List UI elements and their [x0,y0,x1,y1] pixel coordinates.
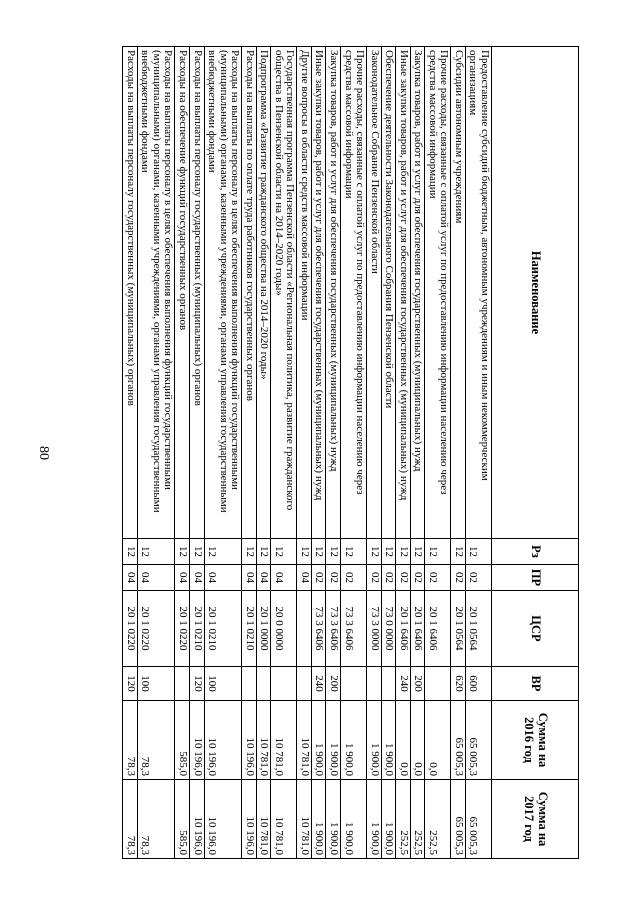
cell-name: Закупка товаров, работ и услуг для обеспечения государственных (муниципальных) нужд [326,47,341,539]
cell-vr [297,667,312,701]
cell-vr: 100 [137,667,175,701]
cell-sum-2016: 10 196,0 [204,701,242,780]
header-pr: ПР [492,565,579,591]
cell-sum-2017: 252,5 [410,780,425,859]
cell-sum-2016: 0,0 [410,701,425,780]
cell-rz: 12 [465,539,491,565]
cell-rz: 12 [367,539,382,565]
table-row [451,47,466,859]
cell-name: Законодательное Собрание Пензенской области [367,47,382,539]
table-row [367,47,382,859]
cell-name: Прочие расходы, связанные с оплатой услуг по предоставлению информации населению через средства массовой информации [425,47,451,539]
cell-pr: 02 [367,565,382,591]
cell-rz: 12 [204,539,242,565]
cell-name: Подпрограмма «Развитие гражданского общества на 2014–2020 годы» [256,47,271,539]
cell-sum-2017: 1 900,0 [326,780,341,859]
cell-pr: 02 [465,565,491,591]
cell-pr: 04 [204,565,242,591]
cell-csr: 20 1 0210 [204,591,242,667]
cell-sum-2017: 65 005,3 [451,780,466,859]
header-vr: ВР [492,667,579,701]
cell-vr [340,667,366,701]
cell-vr [256,667,271,701]
cell-vr: 240 [396,667,411,701]
cell-sum-2017: 10 196,0 [242,780,257,859]
cell-sum-2016: 10 781,0 [271,701,297,780]
cell-name: Обеспечение деятельности Законодательного Собрания Пензенской области [381,47,396,539]
table-row [175,47,190,859]
cell-name: Иные закупки товаров, работ и услуг для обеспечения государственных (муниципальных) нужд [311,47,326,539]
cell-vr: 200 [326,667,341,701]
cell-rz: 12 [189,539,204,565]
cell-pr: 02 [451,565,466,591]
cell-sum-2016: 1 900,0 [311,701,326,780]
cell-rz: 12 [425,539,451,565]
cell-name: Субсидии автономным учреждениям [451,47,466,539]
cell-csr: 20 1 0220 [123,591,138,667]
cell-sum-2016: 78,3 [137,701,175,780]
cell-sum-2016: 10 196,0 [189,701,204,780]
cell-rz: 12 [175,539,190,565]
table-row [271,47,297,859]
cell-name: Расходы на обеспечение функций государственных органов [175,47,190,539]
table-row [340,47,366,859]
cell-pr: 02 [410,565,425,591]
cell-sum-2016: 585,0 [175,701,190,780]
cell-csr: 73 3 6406 [340,591,366,667]
cell-name: Другие вопросы в области средств массовой информации [297,47,312,539]
cell-vr: 100 [204,667,242,701]
cell-sum-2016: 10 781,0 [297,701,312,780]
cell-csr: 20 1 6406 [425,591,451,667]
table-row [242,47,257,859]
cell-vr: 600 [465,667,491,701]
cell-vr [175,667,190,701]
cell-csr: 73 3 6406 [311,591,326,667]
cell-sum-2017: 10 196,0 [189,780,204,859]
cell-sum-2016: 10 196,0 [242,701,257,780]
cell-sum-2017: 1 900,0 [367,780,382,859]
cell-csr: 20 1 0564 [465,591,491,667]
cell-pr: 04 [189,565,204,591]
cell-sum-2017: 10 781,0 [271,780,297,859]
cell-pr: 04 [297,565,312,591]
cell-sum-2017: 65 005,3 [465,780,491,859]
table-row [189,47,204,859]
cell-vr: 120 [123,667,138,701]
cell-pr: 02 [340,565,366,591]
rotated-page [74,46,579,858]
cell-vr [242,667,257,701]
page-number: 80 [36,446,51,460]
table-row [410,47,425,859]
cell-rz: 12 [123,539,138,565]
cell-name: Расходы на выплаты персоналу в целях обеспечения выполнения функций государственными (муниципальными) органами, казенными учреждениями, органами управления государственными внебюджетными фондами [137,47,175,539]
cell-vr [425,667,451,701]
cell-name: Иные закупки товаров, работ и услуг для обеспечения государственных (муниципальных) нужд [396,47,411,539]
cell-rz: 12 [271,539,297,565]
cell-sum-2017: 252,5 [396,780,411,859]
cell-pr: 02 [396,565,411,591]
cell-pr: 04 [175,565,190,591]
cell-sum-2017: 1 900,0 [311,780,326,859]
cell-pr: 04 [256,565,271,591]
header-name: Наименование [492,47,579,539]
cell-sum-2017: 10 781,0 [297,780,312,859]
table-header-row [492,47,579,859]
table-row [311,47,326,859]
cell-pr: 04 [123,565,138,591]
cell-sum-2017: 1 900,0 [381,780,396,859]
cell-pr: 02 [425,565,451,591]
cell-sum-2017: 1 900,0 [340,780,366,859]
cell-name: Государственная программа Пензенской области «Региональная политика, развитие гражданского общества в Пензенской области на 2014–2020 годы» [271,47,297,539]
cell-csr: 20 0 0000 [271,591,297,667]
cell-sum-2017: 78,3 [123,780,138,859]
cell-pr: 04 [137,565,175,591]
cell-csr: 20 1 0000 [256,591,271,667]
table-body [123,47,492,859]
cell-sum-2016: 65 005,3 [451,701,466,780]
cell-sum-2016: 1 900,0 [367,701,382,780]
cell-sum-2017: 78,3 [137,780,175,859]
cell-sum-2016: 1 900,0 [381,701,396,780]
cell-sum-2016: 78,3 [123,701,138,780]
table-row [137,47,175,859]
cell-name: Прочие расходы, связанные с оплатой услуг по предоставлению информации населению через средства массовой информации [340,47,366,539]
cell-vr [381,667,396,701]
cell-pr: 04 [271,565,297,591]
table-row [123,47,138,859]
cell-vr: 200 [410,667,425,701]
cell-pr: 02 [311,565,326,591]
cell-rz: 12 [297,539,312,565]
table-row [326,47,341,859]
cell-rz: 12 [242,539,257,565]
cell-vr: 120 [189,667,204,701]
cell-rz: 12 [340,539,366,565]
cell-sum-2016: 0,0 [396,701,411,780]
cell-csr: 73 3 6406 [326,591,341,667]
cell-vr: 240 [311,667,326,701]
header-sum-2016: Сумма на 2016 год [492,701,579,780]
cell-sum-2017: 10 196,0 [204,780,242,859]
cell-pr: 02 [381,565,396,591]
table-row [204,47,242,859]
cell-sum-2017: 10 781,0 [256,780,271,859]
cell-csr: 20 1 0220 [175,591,190,667]
cell-sum-2016: 1 900,0 [340,701,366,780]
cell-sum-2017: 252,5 [425,780,451,859]
cell-name: Закупка товаров, работ и услуг для обеспечения государственных (муниципальных) нужд [410,47,425,539]
cell-csr: 20 1 0210 [189,591,204,667]
budget-table-container [74,46,579,858]
cell-rz: 12 [396,539,411,565]
cell-csr: 20 1 6406 [410,591,425,667]
table-row [465,47,491,859]
header-csr: ЦСР [492,591,579,667]
cell-name: Предоставление субсидий бюджетным, автономным учреждениям и иным некоммерческим организациям [465,47,491,539]
header-rz: Рз [492,539,579,565]
table-row [297,47,312,859]
table-row [425,47,451,859]
cell-csr: 20 1 0564 [451,591,466,667]
cell-sum-2016: 1 900,0 [326,701,341,780]
table-row [256,47,271,859]
cell-name: Расходы на выплаты персоналу государственных (муниципальных) органов [189,47,204,539]
cell-rz: 12 [311,539,326,565]
cell-rz: 12 [326,539,341,565]
cell-rz: 12 [137,539,175,565]
cell-sum-2016: 10 781,0 [256,701,271,780]
header-sum-2017: Сумма на 2017 год [492,780,579,859]
cell-csr: 20 1 0220 [137,591,175,667]
table-row [381,47,396,859]
cell-vr [271,667,297,701]
cell-rz: 12 [256,539,271,565]
cell-name: Расходы на выплаты персоналу в целях обеспечения выполнения функций государственными (муниципальными) органами, казенными учреждениями, органами управления государственными внебюджетными фондами [204,47,242,539]
table-row [396,47,411,859]
cell-rz: 12 [410,539,425,565]
budget-table [122,46,579,859]
cell-name: Расходы на выплаты по оплате труда работников государственных органов [242,47,257,539]
cell-rz: 12 [451,539,466,565]
cell-sum-2017: 585,0 [175,780,190,859]
cell-csr: 20 1 6406 [396,591,411,667]
cell-csr: 20 1 0210 [242,591,257,667]
cell-vr [367,667,382,701]
cell-pr: 04 [242,565,257,591]
cell-name: Расходы на выплаты персоналу государственных (муниципальных) органов [123,47,138,539]
cell-pr: 02 [326,565,341,591]
cell-rz: 12 [381,539,396,565]
cell-csr: 73 3 0000 [367,591,382,667]
cell-csr: 73 0 0000 [381,591,396,667]
cell-vr: 620 [451,667,466,701]
cell-sum-2016: 65 005,3 [465,701,491,780]
cell-sum-2016: 0,0 [425,701,451,780]
cell-csr [297,591,312,667]
